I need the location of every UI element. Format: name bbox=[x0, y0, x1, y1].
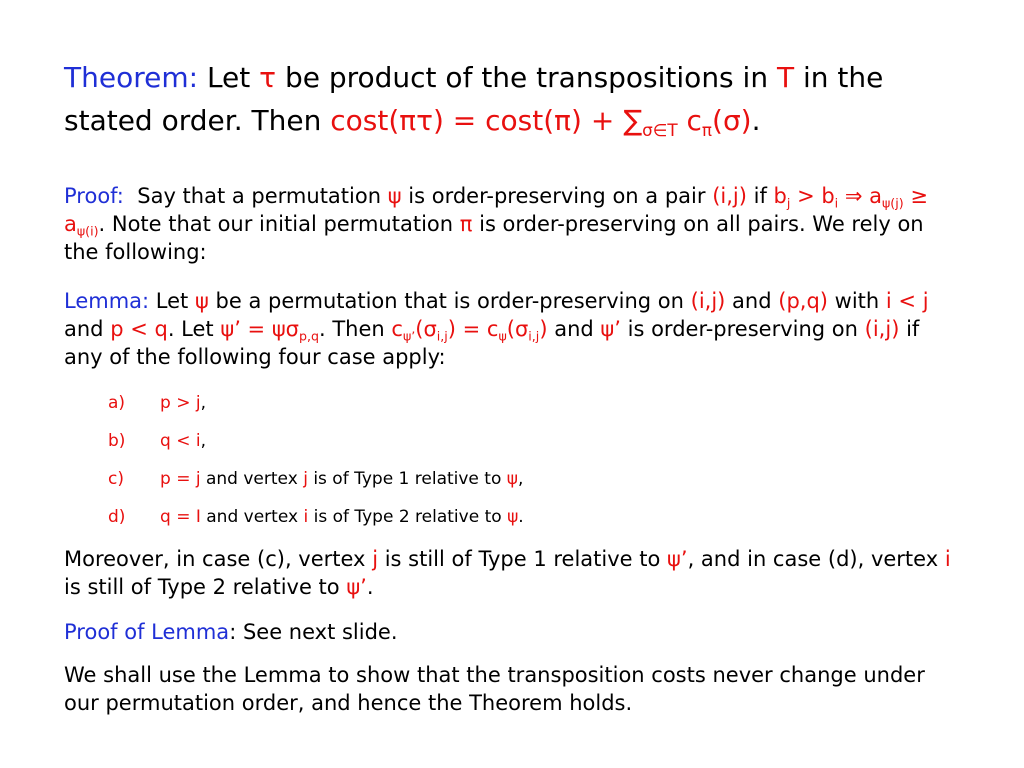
proof-of-lemma-heading: Proof of Lemma bbox=[64, 620, 230, 644]
proof-text: is order-preserving on all pairs. We rely on the following: bbox=[64, 212, 924, 264]
psi-prime-symbol: ψ’ bbox=[346, 575, 367, 599]
lemma-heading: Lemma: bbox=[64, 289, 150, 313]
case-text: p = j and vertex j is of Type 1 relative to ψ, bbox=[160, 469, 524, 489]
theorem-text: in the stated order. Then bbox=[64, 61, 884, 137]
psi-prime-definition: ψ’ = $\psi\sigma_{p,q}$ bbox=[220, 317, 319, 344]
proof-of-lemma-paragraph bbox=[64, 618, 964, 646]
pair-pq: (p,q) bbox=[778, 289, 828, 313]
order-condition: $b_j > b_i$ ⇒ $a_{\psi(j)} \ge a_{\psi(i)}$ bbox=[64, 184, 928, 239]
proof-text: is order-preserving on a pair bbox=[408, 184, 706, 208]
proof-heading: Proof: bbox=[64, 184, 124, 208]
pi-symbol: π bbox=[459, 212, 473, 236]
psi-symbol: ψ bbox=[387, 184, 402, 208]
pair-ij: (i,j) bbox=[690, 289, 726, 313]
tau-symbol: τ bbox=[259, 61, 277, 94]
condition-p-lt-q: p < q bbox=[110, 317, 168, 341]
cost-equality: $c_{\psi’}(\sigma_{i,j}) = c_\psi(\sigma_{i,j})$ bbox=[391, 317, 548, 344]
moreover-text: . bbox=[366, 575, 374, 599]
theorem-text: Let bbox=[206, 61, 251, 94]
lemma-text: be a permutation that is order-preserving on bbox=[215, 289, 684, 313]
proof-text: Say that a permutation bbox=[137, 184, 382, 208]
psi-prime-symbol: ψ’ bbox=[667, 547, 688, 571]
proof-text: . Note that our initial permutation bbox=[98, 212, 454, 236]
lemma-text: Let bbox=[155, 289, 189, 313]
lemma-text: . Let bbox=[167, 317, 214, 341]
theorem-text: be product of the transpositions in bbox=[284, 61, 769, 94]
vertex-j: j bbox=[372, 547, 379, 571]
moreover-paragraph bbox=[64, 545, 964, 601]
proof-text: if bbox=[753, 184, 767, 208]
case-text: q < i, bbox=[160, 431, 206, 451]
moreover-text: is still of Type 1 relative to bbox=[384, 547, 661, 571]
vertex-i: i bbox=[944, 547, 951, 571]
theorem-statement bbox=[64, 56, 964, 142]
lemma-text: and bbox=[554, 317, 594, 341]
moreover-text: is still of Type 2 relative to bbox=[64, 575, 340, 599]
lemma-text: and bbox=[732, 289, 772, 313]
lemma-text: is order-preserving on bbox=[627, 317, 858, 341]
theorem-heading: Theorem: bbox=[64, 61, 199, 94]
proof-paragraph bbox=[64, 182, 964, 266]
psi-prime-symbol: ψ’ bbox=[600, 317, 621, 341]
pair-ij: (i,j) bbox=[712, 184, 747, 208]
case-letter: c) bbox=[108, 469, 124, 489]
lemma-text: and bbox=[64, 317, 104, 341]
case-text: q = I and vertex i is of Type 2 relative to ψ. bbox=[160, 507, 524, 527]
case-letter: a) bbox=[108, 393, 126, 413]
proof-of-lemma-text: : See next slide. bbox=[229, 620, 398, 644]
case-text: p > j, bbox=[160, 393, 206, 413]
moreover-text: Moreover, in case (c), vertex bbox=[64, 547, 366, 571]
case-letter: b) bbox=[108, 431, 126, 451]
transposition-set: T bbox=[776, 61, 795, 94]
case-letter: d) bbox=[108, 507, 126, 527]
psi-symbol: ψ bbox=[194, 289, 209, 313]
condition-i-lt-j: i < j bbox=[885, 289, 929, 313]
lemma-text: . Then bbox=[318, 317, 385, 341]
lemma-text: with bbox=[834, 289, 880, 313]
lemma-paragraph bbox=[64, 287, 964, 371]
moreover-text: , and in case (d), vertex bbox=[687, 547, 939, 571]
pair-ij: (i,j) bbox=[864, 317, 900, 341]
cost-formula: $\cos t(\pi\tau) = \cos t(\pi) + \sum_{\sigma\in T}$ $c_\pi(\sigma)$ bbox=[330, 104, 752, 140]
theorem-period: . bbox=[751, 104, 761, 137]
lemma-text: if any of the following four case apply: bbox=[64, 317, 920, 369]
conclusion-paragraph: We shall use the Lemma to show that the transposition costs never change under our permutation order, and hence the Theorem holds. bbox=[64, 663, 925, 715]
